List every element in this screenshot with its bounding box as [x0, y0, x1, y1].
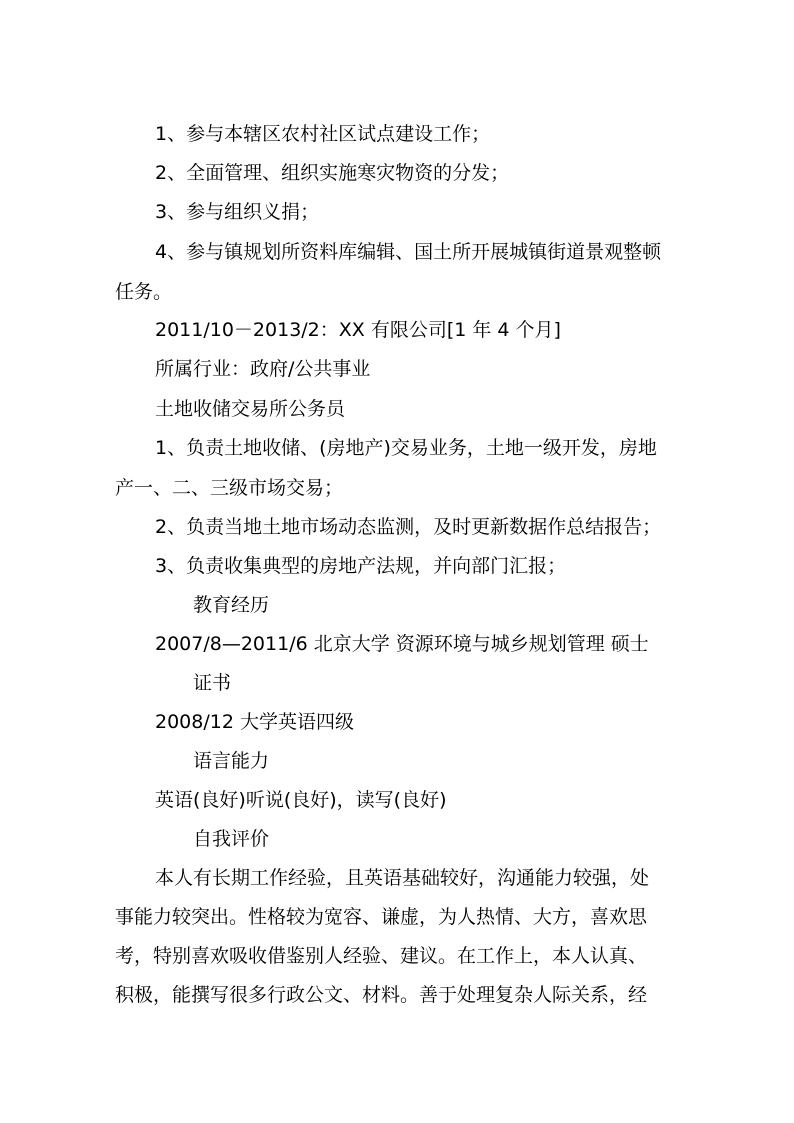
job-period-line: 2011/10－2013/2：XX 有限公司[1 年 4 个月] — [155, 319, 561, 341]
paragraph-line: 1、参与本辖区农村社区试点建设工作； — [155, 123, 491, 145]
paragraph-line: 事能力较突出。性格较为宽容、谦虚，为人热情、大方，喜欢思 — [115, 906, 648, 928]
paragraph-line: 产一、二、三级市场交易； — [115, 477, 344, 499]
industry-line: 所属行业：政府/公共事业 — [155, 358, 371, 380]
section-heading-education: 教育经历 — [193, 594, 270, 616]
paragraph-line: 本人有长期工作经验，且英语基础较好，沟通能力较强，处 — [155, 867, 650, 889]
paragraph-line: 2、负责当地土地市场动态监测，及时更新数据作总结报告； — [155, 516, 662, 538]
paragraph-line: 2、全面管理、组织实施寒灾物资的分发； — [155, 162, 510, 184]
certificate-line: 2008/12 大学英语四级 — [155, 711, 354, 733]
paragraph-line: 积极，能撰写很多行政公文、材料。善于处理复杂人际关系，经 — [115, 984, 648, 1006]
section-heading-self-evaluation: 自我评价 — [193, 828, 270, 850]
paragraph-line: 考，特别喜欢吸收借鉴别人经验、建议。在工作上，本人认真、 — [115, 945, 648, 967]
section-heading-certificates: 证书 — [193, 672, 232, 694]
paragraph-line: 1、负责土地收储、(房地产)交易业务，土地一级开发，房地 — [155, 437, 657, 459]
language-line: 英语(良好)听说(良好)，读写(良好) — [155, 789, 447, 811]
section-heading-language: 语言能力 — [193, 750, 270, 772]
paragraph-line: 3、参与组织义捐； — [155, 201, 320, 223]
education-line: 2007/8—2011/6 北京大学 资源环境与城乡规划管理 硕士 — [155, 633, 649, 655]
paragraph-line: 任务。 — [115, 281, 173, 303]
paragraph-line: 4、参与镇规划所资料库编辑、国土所开展城镇街道景观整顿 — [155, 241, 662, 263]
job-title-line: 土地收储交易所公务员 — [155, 398, 346, 420]
paragraph-line: 3、负责收集典型的房地产法规，并向部门汇报； — [155, 555, 567, 577]
